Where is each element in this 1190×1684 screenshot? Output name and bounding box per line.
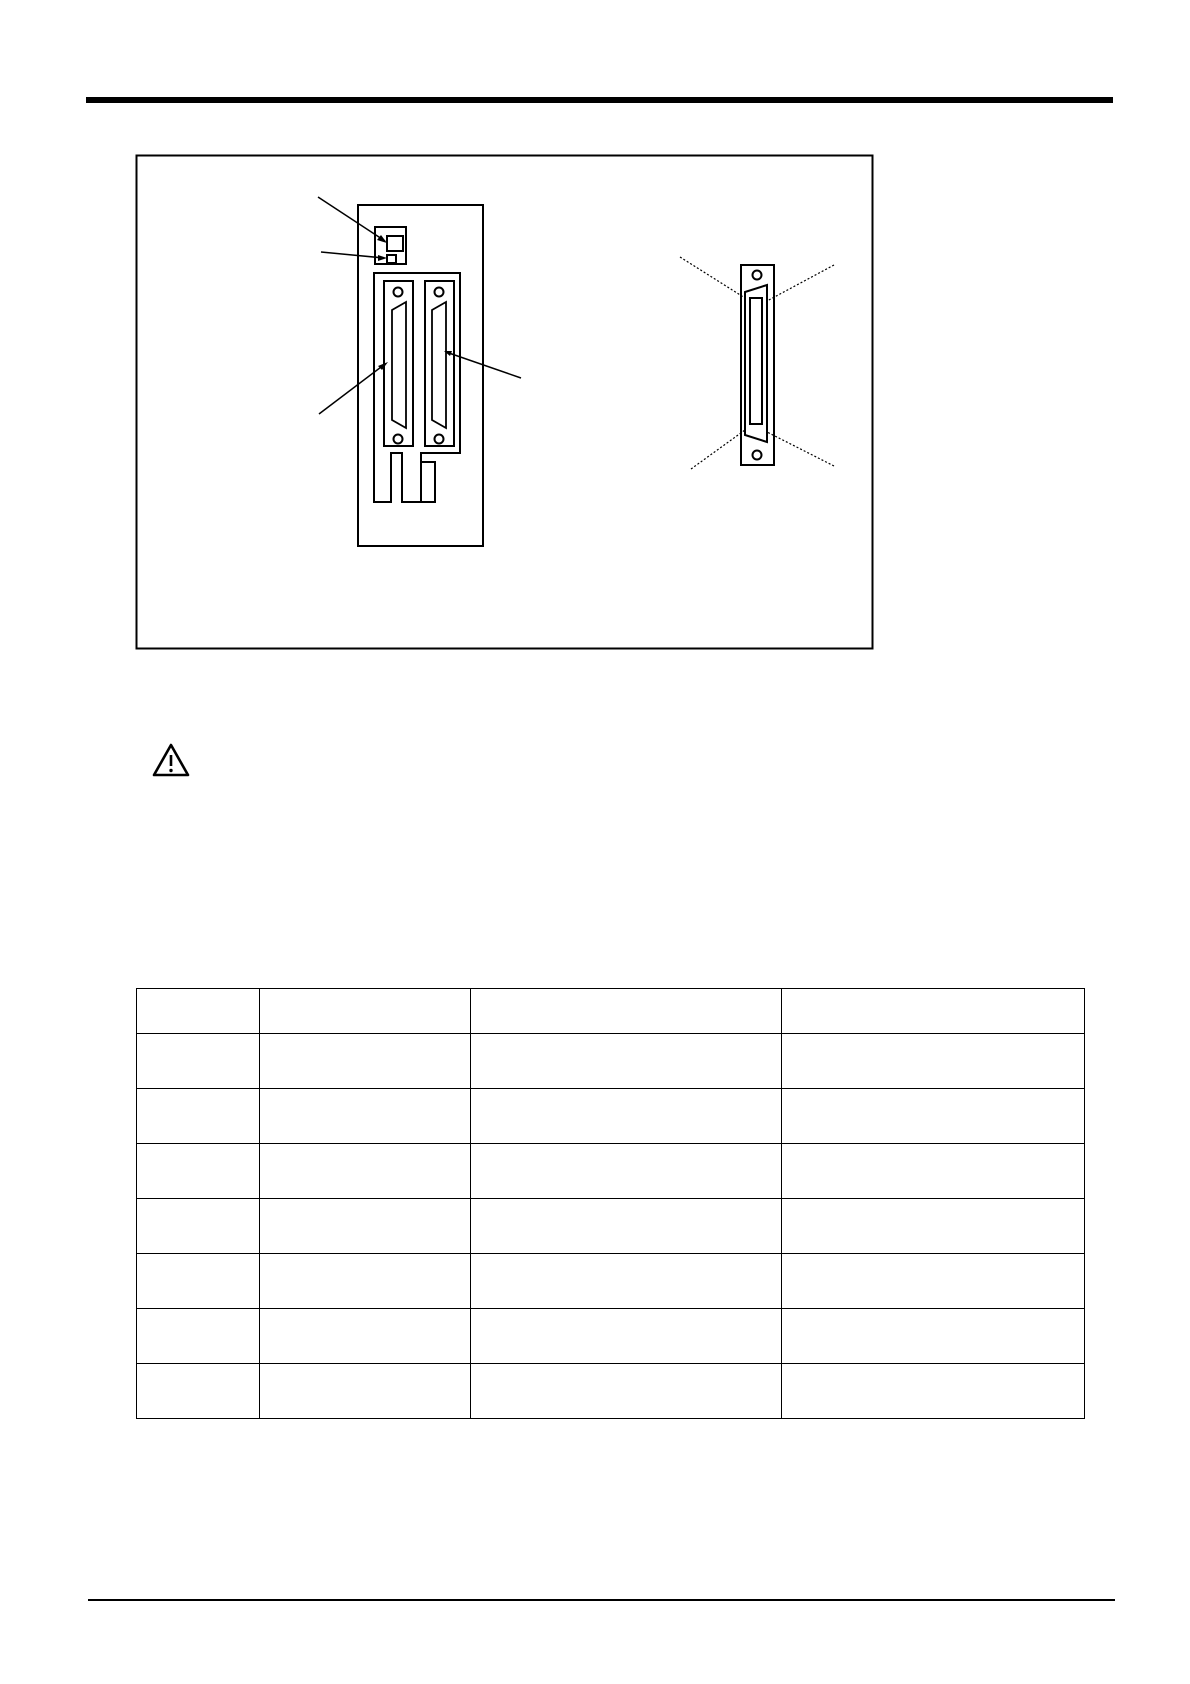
table-cell — [137, 1034, 260, 1089]
table-cell — [260, 1199, 471, 1254]
table-cell — [471, 1364, 782, 1419]
table-cell — [137, 1254, 260, 1309]
table-cell — [782, 1089, 1085, 1144]
table-cell — [471, 1309, 782, 1364]
table-cell — [782, 1254, 1085, 1309]
table-cell — [782, 1199, 1085, 1254]
header-cell — [260, 989, 471, 1034]
unit-front-panel — [358, 205, 483, 546]
spec-table — [136, 988, 1085, 1419]
table-row — [137, 1144, 1085, 1199]
table-cell — [137, 1199, 260, 1254]
table-cell — [137, 1144, 260, 1199]
table-cell — [260, 1254, 471, 1309]
table-row — [137, 1199, 1085, 1254]
connector-area-outline — [374, 273, 460, 502]
connector-detail — [741, 265, 774, 465]
table-row — [137, 1364, 1085, 1419]
table-row — [137, 1254, 1085, 1309]
table-cell — [471, 1144, 782, 1199]
table-cell — [782, 1364, 1085, 1419]
table-cell — [260, 1144, 471, 1199]
table-cell — [137, 1364, 260, 1419]
header-cell — [471, 989, 782, 1034]
table-row — [137, 1089, 1085, 1144]
table-row — [137, 1034, 1085, 1089]
table-cell — [782, 1309, 1085, 1364]
table-header-row — [137, 989, 1085, 1034]
footer-rule — [88, 1599, 1115, 1601]
table-cell — [260, 1309, 471, 1364]
table-cell — [260, 1364, 471, 1419]
table-row — [137, 1309, 1085, 1364]
table-cell — [260, 1034, 471, 1089]
indicator-small — [387, 255, 396, 263]
table-cell — [471, 1199, 782, 1254]
header-cell — [137, 989, 260, 1034]
table-cell — [782, 1034, 1085, 1089]
table-cell — [471, 1089, 782, 1144]
table-cell — [782, 1144, 1085, 1199]
connector-figure — [0, 0, 1190, 660]
leader-lines — [318, 197, 521, 414]
table-cell — [260, 1089, 471, 1144]
table-cell — [471, 1254, 782, 1309]
table-cell — [137, 1309, 260, 1364]
header-cell — [782, 989, 1085, 1034]
table-cell — [137, 1089, 260, 1144]
warning-triangle-icon — [151, 742, 191, 778]
table-cell — [471, 1034, 782, 1089]
indicator-led — [387, 236, 403, 251]
